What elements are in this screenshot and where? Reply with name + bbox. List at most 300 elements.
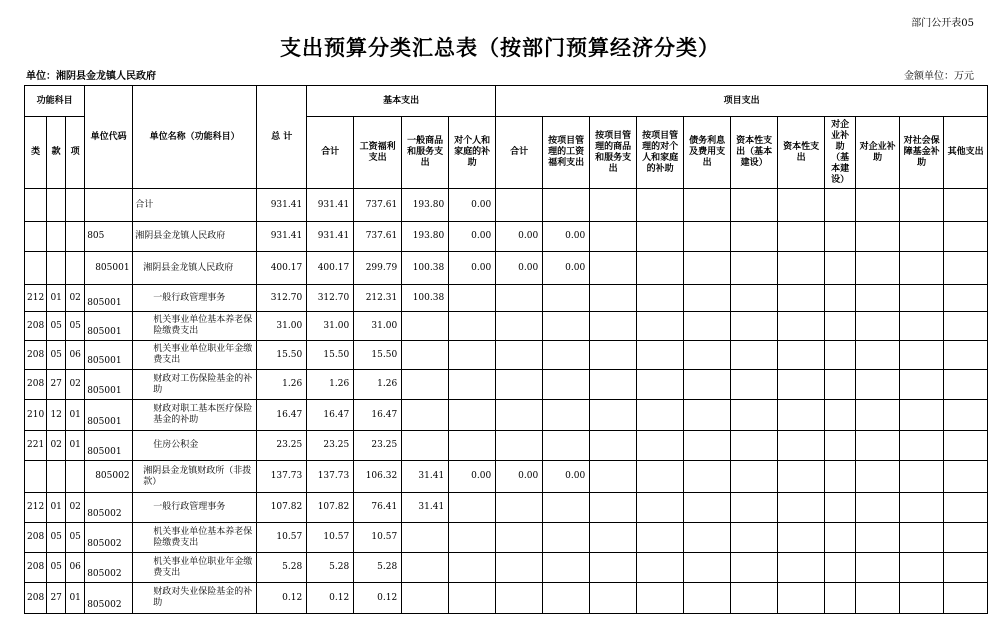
cell-empty (731, 341, 778, 370)
table-row (25, 285, 988, 312)
unit-label: 单位：湘阴县金龙镇人民政府 (26, 71, 156, 82)
cell-empty (856, 461, 900, 493)
cell-empty (731, 523, 778, 553)
cell-empty (684, 493, 731, 523)
cell-kuan (47, 252, 66, 285)
cell-empty (944, 493, 988, 523)
header-basic-col: 对个人和家庭的补助 (449, 117, 496, 189)
cell-empty (684, 312, 731, 341)
cell-basic-wage: 23.25 (354, 431, 402, 461)
cell-basic-total: 15.50 (307, 341, 354, 370)
cell-total: 23.25 (257, 431, 307, 461)
cell-empty (778, 285, 825, 312)
cell-unit-code: 805 (85, 222, 133, 252)
cell-project-total (496, 312, 543, 341)
cell-kuan: 05 (47, 523, 66, 553)
cell-project-total (496, 583, 543, 614)
cell-empty (856, 341, 900, 370)
cell-unit-code: 805002 (85, 583, 133, 614)
cell-total: 1.26 (257, 370, 307, 400)
cell-unit-name: 机关事业单位职业年金缴费支出 (133, 341, 257, 370)
cell-empty (900, 252, 944, 285)
cell-kuan (47, 222, 66, 252)
cell-empty (825, 400, 856, 431)
cell-project-wage (543, 523, 590, 553)
header-project-col: 债务利息及费用支出 (684, 117, 731, 189)
cell-kuan (47, 461, 66, 493)
cell-empty (900, 312, 944, 341)
cell-empty (778, 189, 825, 222)
cell-basic-total: 931.41 (307, 189, 354, 222)
cell-unit-code: 805002 (85, 461, 133, 493)
header-total: 总 计 (257, 86, 307, 189)
cell-empty (944, 285, 988, 312)
cell-basic-goods (402, 523, 449, 553)
header-project-col: 对社会保障基金补助 (900, 117, 944, 189)
cell-empty (944, 252, 988, 285)
cell-empty (731, 553, 778, 583)
cell-lei: 212 (25, 493, 47, 523)
cell-project-wage: 0.00 (543, 461, 590, 493)
cell-total: 31.00 (257, 312, 307, 341)
header-unit-name: 单位名称（功能科目） (133, 86, 257, 189)
cell-basic-total: 0.12 (307, 583, 354, 614)
cell-kuan: 27 (47, 583, 66, 614)
cell-kuan (47, 189, 66, 222)
cell-empty (778, 461, 825, 493)
cell-empty (900, 400, 944, 431)
cell-unit-code: 805001 (85, 285, 133, 312)
cell-empty (944, 370, 988, 400)
cell-total: 16.47 (257, 400, 307, 431)
cell-empty (637, 523, 684, 553)
cell-unit-name: 住房公积金 (133, 431, 257, 461)
cell-empty (778, 493, 825, 523)
cell-project-total: 0.00 (496, 252, 543, 285)
cell-project-wage (543, 285, 590, 312)
cell-empty (590, 431, 637, 461)
cell-project-total (496, 431, 543, 461)
table-row (25, 370, 988, 400)
cell-empty (944, 523, 988, 553)
cell-basic-total: 23.25 (307, 431, 354, 461)
cell-empty (778, 553, 825, 583)
cell-lei (25, 189, 47, 222)
cell-project-total (496, 341, 543, 370)
cell-basic-wage: 15.50 (354, 341, 402, 370)
cell-empty (637, 553, 684, 583)
cell-basic-goods (402, 400, 449, 431)
cell-empty (856, 189, 900, 222)
cell-empty (684, 583, 731, 614)
cell-empty (731, 312, 778, 341)
header-project-col: 其他支出 (944, 117, 988, 189)
cell-xiang (66, 461, 85, 493)
cell-project-wage (543, 370, 590, 400)
cell-unit-code: 805001 (85, 431, 133, 461)
cell-xiang (66, 252, 85, 285)
cell-empty (778, 523, 825, 553)
table-row (25, 341, 988, 370)
cell-basic-wage: 16.47 (354, 400, 402, 431)
cell-empty (590, 370, 637, 400)
cell-total: 137.73 (257, 461, 307, 493)
cell-total: 15.50 (257, 341, 307, 370)
cell-empty (778, 341, 825, 370)
cell-empty (856, 252, 900, 285)
cell-empty (731, 583, 778, 614)
cell-total: 0.12 (257, 583, 307, 614)
cell-empty (778, 431, 825, 461)
cell-xiang: 06 (66, 553, 85, 583)
cell-project-wage (543, 341, 590, 370)
cell-kuan: 12 (47, 400, 66, 431)
cell-empty (590, 252, 637, 285)
cell-basic-total: 931.41 (307, 222, 354, 252)
cell-xiang (66, 189, 85, 222)
cell-project-total: 0.00 (496, 222, 543, 252)
cell-empty (825, 189, 856, 222)
cell-lei: 208 (25, 341, 47, 370)
cell-empty (900, 523, 944, 553)
cell-empty (684, 461, 731, 493)
cell-total: 931.41 (257, 189, 307, 222)
cell-basic-person (449, 370, 496, 400)
cell-basic-person: 0.00 (449, 222, 496, 252)
cell-empty (778, 312, 825, 341)
cell-empty (900, 461, 944, 493)
cell-empty (856, 583, 900, 614)
table-row (25, 222, 988, 252)
cell-unit-name: 湘阴县金龙镇财政所（非拨款） (133, 461, 257, 493)
header-project-col: 按项目管理的商品和服务支出 (590, 117, 637, 189)
cell-empty (825, 583, 856, 614)
cell-empty (944, 222, 988, 252)
cell-empty (825, 461, 856, 493)
cell-basic-person: 0.00 (449, 189, 496, 222)
header-project: 项目支出 (496, 86, 988, 117)
cell-unit-code: 805002 (85, 523, 133, 553)
cell-empty (637, 285, 684, 312)
cell-basic-goods: 31.41 (402, 493, 449, 523)
cell-lei: 212 (25, 285, 47, 312)
cell-empty (944, 553, 988, 583)
cell-basic-wage: 212.31 (354, 285, 402, 312)
cell-empty (637, 189, 684, 222)
cell-empty (637, 341, 684, 370)
cell-empty (856, 553, 900, 583)
cell-kuan: 27 (47, 370, 66, 400)
cell-basic-wage: 1.26 (354, 370, 402, 400)
cell-xiang: 01 (66, 431, 85, 461)
cell-unit-code: 805001 (85, 400, 133, 431)
cell-lei: 208 (25, 312, 47, 341)
cell-basic-goods: 193.80 (402, 189, 449, 222)
cell-unit-name: 财政对工伤保险基金的补助 (133, 370, 257, 400)
cell-unit-code: 805002 (85, 493, 133, 523)
cell-empty (637, 461, 684, 493)
cell-empty (684, 370, 731, 400)
cell-lei: 208 (25, 523, 47, 553)
cell-unit-name: 一般行政管理事务 (133, 493, 257, 523)
cell-basic-person (449, 341, 496, 370)
cell-project-total (496, 370, 543, 400)
cell-basic-person (449, 583, 496, 614)
cell-empty (590, 341, 637, 370)
cell-empty (825, 285, 856, 312)
cell-empty (856, 285, 900, 312)
cell-empty (900, 370, 944, 400)
cell-empty (778, 222, 825, 252)
cell-empty (825, 553, 856, 583)
cell-empty (900, 222, 944, 252)
cell-empty (731, 285, 778, 312)
cell-project-wage (543, 312, 590, 341)
cell-xiang: 05 (66, 312, 85, 341)
cell-xiang: 05 (66, 523, 85, 553)
cell-project-wage (543, 400, 590, 431)
cell-basic-person (449, 493, 496, 523)
cell-empty (590, 189, 637, 222)
cell-empty (944, 312, 988, 341)
cell-unit-name: 湘阴县金龙镇人民政府 (133, 222, 257, 252)
header-row-1 (25, 86, 988, 117)
cell-empty (856, 222, 900, 252)
cell-basic-total: 10.57 (307, 523, 354, 553)
cell-basic-total: 312.70 (307, 285, 354, 312)
cell-empty (825, 341, 856, 370)
cell-empty (778, 252, 825, 285)
cell-xiang: 02 (66, 370, 85, 400)
cell-empty (684, 222, 731, 252)
cell-xiang (66, 222, 85, 252)
header-project-col: 资本性支出（基本建设） (731, 117, 778, 189)
cell-empty (637, 493, 684, 523)
page-title: 支出预算分类汇总表（按部门预算经济分类） (280, 36, 720, 60)
cell-total: 10.57 (257, 523, 307, 553)
header-basic: 基本支出 (307, 86, 496, 117)
table-row (25, 431, 988, 461)
cell-empty (590, 461, 637, 493)
cell-empty (900, 285, 944, 312)
header-basic-col: 工资福利支出 (354, 117, 402, 189)
cell-basic-goods (402, 553, 449, 583)
cell-empty (856, 523, 900, 553)
cell-empty (856, 312, 900, 341)
cell-unit-code: 805001 (85, 341, 133, 370)
cell-empty (637, 431, 684, 461)
cell-empty (944, 341, 988, 370)
cell-total: 400.17 (257, 252, 307, 285)
cell-unit-name: 财政对失业保险基金的补助 (133, 583, 257, 614)
cell-empty (684, 252, 731, 285)
cell-basic-goods: 193.80 (402, 222, 449, 252)
cell-unit-name: 机关事业单位基本养老保险缴费支出 (133, 523, 257, 553)
cell-lei (25, 252, 47, 285)
table-row (25, 523, 988, 553)
cell-basic-wage: 10.57 (354, 523, 402, 553)
cell-kuan: 01 (47, 493, 66, 523)
cell-total: 312.70 (257, 285, 307, 312)
cell-empty (731, 222, 778, 252)
cell-total: 931.41 (257, 222, 307, 252)
cell-basic-wage: 31.00 (354, 312, 402, 341)
cell-kuan: 05 (47, 341, 66, 370)
cell-unit-code (85, 189, 133, 222)
cell-lei: 210 (25, 400, 47, 431)
table-row (25, 583, 988, 614)
cell-empty (900, 583, 944, 614)
cell-project-wage (543, 493, 590, 523)
cell-project-wage (543, 189, 590, 222)
cell-kuan: 05 (47, 312, 66, 341)
cell-basic-total: 31.00 (307, 312, 354, 341)
cell-xiang: 06 (66, 341, 85, 370)
cell-basic-goods: 100.38 (402, 285, 449, 312)
cell-basic-person (449, 553, 496, 583)
table-row (25, 189, 988, 222)
cell-empty (778, 370, 825, 400)
header-project-col: 按项目管理的对个人和家庭的补助 (637, 117, 684, 189)
cell-empty (856, 493, 900, 523)
cell-empty (825, 431, 856, 461)
cell-empty (944, 400, 988, 431)
cell-empty (637, 370, 684, 400)
cell-empty (856, 431, 900, 461)
cell-basic-goods (402, 341, 449, 370)
cell-empty (778, 583, 825, 614)
cell-basic-goods (402, 370, 449, 400)
cell-empty (731, 370, 778, 400)
cell-empty (825, 523, 856, 553)
cell-empty (856, 370, 900, 400)
cell-unit-code: 805001 (85, 252, 133, 285)
cell-unit-code: 805002 (85, 553, 133, 583)
cell-empty (900, 553, 944, 583)
cell-project-wage: 0.00 (543, 252, 590, 285)
cell-empty (856, 400, 900, 431)
cell-empty (825, 252, 856, 285)
cell-lei: 221 (25, 431, 47, 461)
cell-basic-goods: 31.41 (402, 461, 449, 493)
cell-empty (731, 431, 778, 461)
cell-unit-code: 805001 (85, 370, 133, 400)
cell-empty (944, 431, 988, 461)
cell-kuan: 01 (47, 285, 66, 312)
header-xiang: 项 (66, 117, 85, 189)
table-row (25, 252, 988, 285)
cell-empty (637, 312, 684, 341)
cell-empty (944, 461, 988, 493)
table-row (25, 312, 988, 341)
cell-project-total (496, 523, 543, 553)
cell-project-wage (543, 553, 590, 583)
cell-project-total (496, 285, 543, 312)
header-project-col: 对企业补助（基本建设） (825, 117, 856, 189)
cell-empty (944, 189, 988, 222)
cell-unit-name: 湘阴县金龙镇人民政府 (133, 252, 257, 285)
cell-empty (900, 493, 944, 523)
cell-empty (900, 431, 944, 461)
cell-empty (637, 583, 684, 614)
cell-empty (637, 222, 684, 252)
cell-project-wage: 0.00 (543, 222, 590, 252)
cell-empty (731, 493, 778, 523)
cell-empty (684, 341, 731, 370)
form-number: 部门公开表05 (911, 18, 974, 29)
cell-unit-name: 机关事业单位职业年金缴费支出 (133, 553, 257, 583)
cell-basic-person (449, 312, 496, 341)
cell-lei: 208 (25, 583, 47, 614)
cell-empty (590, 222, 637, 252)
header-kuan: 款 (47, 117, 66, 189)
cell-unit-name: 一般行政管理事务 (133, 285, 257, 312)
cell-empty (900, 341, 944, 370)
cell-basic-total: 1.26 (307, 370, 354, 400)
cell-project-total: 0.00 (496, 461, 543, 493)
cell-basic-total: 137.73 (307, 461, 354, 493)
cell-project-total (496, 553, 543, 583)
cell-empty (684, 431, 731, 461)
cell-empty (731, 400, 778, 431)
cell-empty (590, 493, 637, 523)
table-row (25, 553, 988, 583)
header-func-subject: 功能科目 (25, 86, 85, 117)
cell-basic-wage: 737.61 (354, 222, 402, 252)
cell-empty (684, 285, 731, 312)
cell-empty (684, 523, 731, 553)
cell-basic-total: 5.28 (307, 553, 354, 583)
header-project-col: 按项目管理的工资福利支出 (543, 117, 590, 189)
header-lei: 类 (25, 117, 47, 189)
cell-project-total (496, 493, 543, 523)
cell-basic-goods (402, 431, 449, 461)
header-project-col: 合计 (496, 117, 543, 189)
cell-empty (590, 553, 637, 583)
cell-empty (825, 312, 856, 341)
cell-lei: 208 (25, 553, 47, 583)
cell-unit-name: 财政对职工基本医疗保险基金的补助 (133, 400, 257, 431)
cell-unit-name: 合计 (133, 189, 257, 222)
cell-basic-goods: 100.38 (402, 252, 449, 285)
cell-empty (684, 400, 731, 431)
cell-kuan: 05 (47, 553, 66, 583)
cell-empty (825, 222, 856, 252)
budget-table (24, 85, 988, 614)
cell-unit-code: 805001 (85, 312, 133, 341)
cell-basic-wage: 5.28 (354, 553, 402, 583)
table-row (25, 493, 988, 523)
cell-total: 107.82 (257, 493, 307, 523)
cell-basic-goods (402, 583, 449, 614)
cell-empty (590, 583, 637, 614)
table-row (25, 461, 988, 493)
money-unit-label: 金额单位：万元 (904, 71, 974, 82)
header-basic-col: 一般商品和服务支出 (402, 117, 449, 189)
cell-xiang: 02 (66, 493, 85, 523)
cell-basic-total: 400.17 (307, 252, 354, 285)
cell-empty (637, 252, 684, 285)
cell-empty (731, 252, 778, 285)
cell-total: 5.28 (257, 553, 307, 583)
cell-empty (684, 553, 731, 583)
cell-project-wage (543, 583, 590, 614)
cell-empty (684, 189, 731, 222)
header-unit-code: 单位代码 (85, 86, 133, 189)
cell-empty (825, 370, 856, 400)
cell-basic-wage: 76.41 (354, 493, 402, 523)
cell-xiang: 02 (66, 285, 85, 312)
